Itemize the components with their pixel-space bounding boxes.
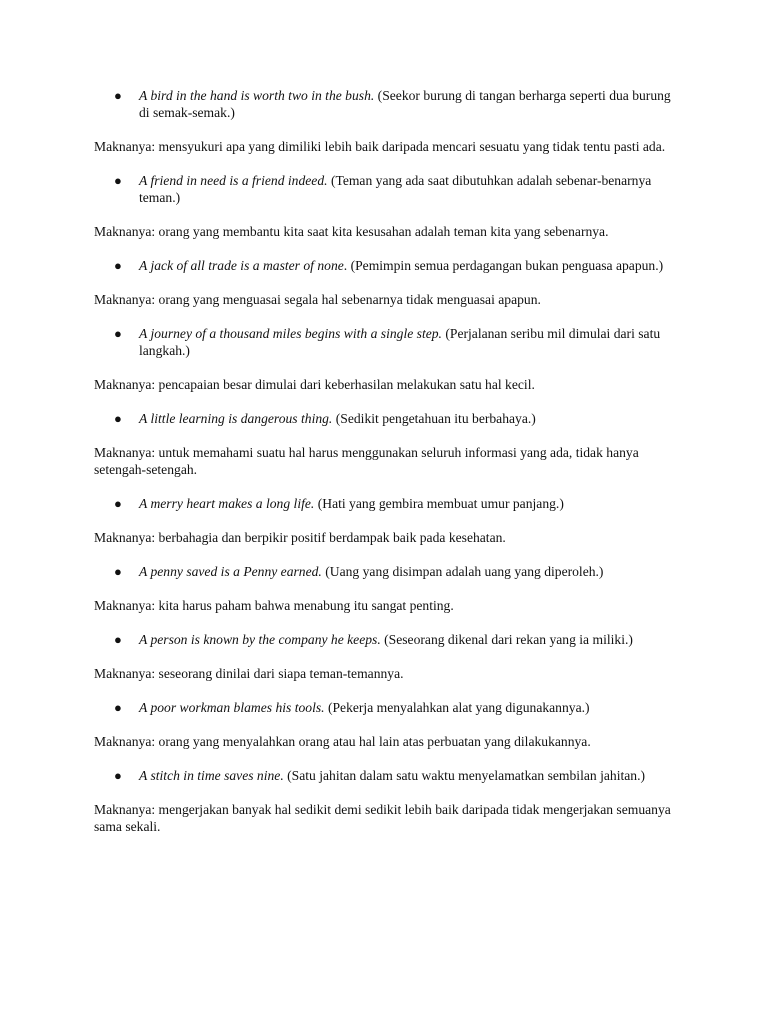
proverb-english: A person is known by the company he keeps. (139, 632, 381, 647)
proverb-item (94, 631, 684, 648)
proverb-translation: (Perjalanan seribu mil dimulai dari satu langkah.) (139, 326, 661, 358)
proverb-english: A journey of a thousand miles begins with a single step. (139, 326, 442, 341)
bullet-icon: ● (114, 768, 122, 783)
proverb-english: A friend in need is a friend indeed. (139, 173, 328, 188)
proverb-item (94, 172, 684, 206)
proverb-item (94, 699, 684, 716)
bullet-icon: ● (114, 411, 122, 426)
proverb-translation: (Satu jahitan dalam satu waktu menyelamatkan sembilan jahitan.) (287, 768, 645, 783)
bullet-icon: ● (114, 173, 122, 188)
proverb-meaning: Maknanya: orang yang menguasai segala hal sebenarnya tidak menguasai apapun. (94, 292, 541, 307)
proverb-meaning: Maknanya: pencapaian besar dimulai dari keberhasilan melakukan satu hal kecil. (94, 377, 535, 392)
proverb-translation: (Sedikit pengetahuan itu berbahaya.) (335, 411, 536, 426)
proverb-meaning: Maknanya: mensyukuri apa yang dimiliki lebih baik daripada mencari sesuatu yang tidak tentu pasti ada. (94, 139, 666, 154)
proverb-english: A merry heart makes a long life. (139, 496, 315, 511)
bullet-icon: ● (114, 632, 122, 647)
proverb-meaning: Maknanya: mengerjakan banyak hal sedikit demi sedikit lebih baik daripada tidak mengerjakan semuanya sama sekali. (94, 802, 671, 834)
proverb-meaning: Maknanya: orang yang menyalahkan orang atau hal lain atas perbuatan yang dilakukannya. (94, 734, 591, 749)
proverb-item (94, 87, 684, 121)
proverb-translation: (Seekor burung di tangan berharga seperti dua burung di semak-semak.) (139, 88, 671, 120)
proverb-english: A little learning is dangerous thing. (139, 411, 333, 426)
proverb-meaning: Maknanya: kita harus paham bahwa menabung itu sangat penting. (94, 598, 454, 613)
proverb-english: A stitch in time saves nine. (139, 768, 284, 783)
proverb-translation: (Hati yang gembira membuat umur panjang.) (317, 496, 564, 511)
proverb-meaning: Maknanya: orang yang membantu kita saat kita kesusahan adalah teman kita yang sebenarnya. (94, 224, 609, 239)
bullet-icon: ● (114, 258, 122, 273)
proverb-english: A jack of all trade is a master of none (139, 258, 344, 273)
proverb-item (94, 495, 684, 512)
proverb-translation: (Uang yang disimpan adalah uang yang diperoleh.) (325, 564, 604, 579)
proverb-meaning: Maknanya: seseorang dinilai dari siapa teman-temannya. (94, 666, 404, 681)
bullet-icon: ● (114, 700, 122, 715)
proverb-translation: (Teman yang ada saat dibutuhkan adalah sebenar-benarnya teman.) (139, 173, 652, 205)
bullet-icon: ● (114, 496, 122, 511)
proverb-english: A bird in the hand is worth two in the bush. (139, 88, 375, 103)
proverb-meaning: Maknanya: untuk memahami suatu hal harus menggunakan seluruh informasi yang ada, tidak hanya setengah-setengah. (94, 445, 639, 477)
proverb-translation: . (Pemimpin semua perdagangan bukan penguasa apapun.) (343, 258, 664, 273)
proverb-item (94, 325, 684, 359)
proverb-item (94, 767, 684, 784)
proverb-english: A penny saved is a Penny earned. (139, 564, 322, 579)
proverb-item (94, 410, 684, 427)
bullet-icon: ● (114, 564, 122, 579)
proverb-translation: (Seseorang dikenal dari rekan yang ia miliki.) (384, 632, 633, 647)
proverb-item (94, 257, 684, 274)
bullet-icon: ● (114, 326, 122, 341)
proverb-item (94, 563, 684, 580)
document-page (94, 87, 684, 852)
bullet-icon: ● (114, 88, 122, 103)
proverb-english: A poor workman blames his tools. (139, 700, 325, 715)
proverb-meaning: Maknanya: berbahagia dan berpikir positif berdampak baik pada kesehatan. (94, 530, 506, 545)
proverb-translation: (Pekerja menyalahkan alat yang digunakannya.) (327, 700, 590, 715)
